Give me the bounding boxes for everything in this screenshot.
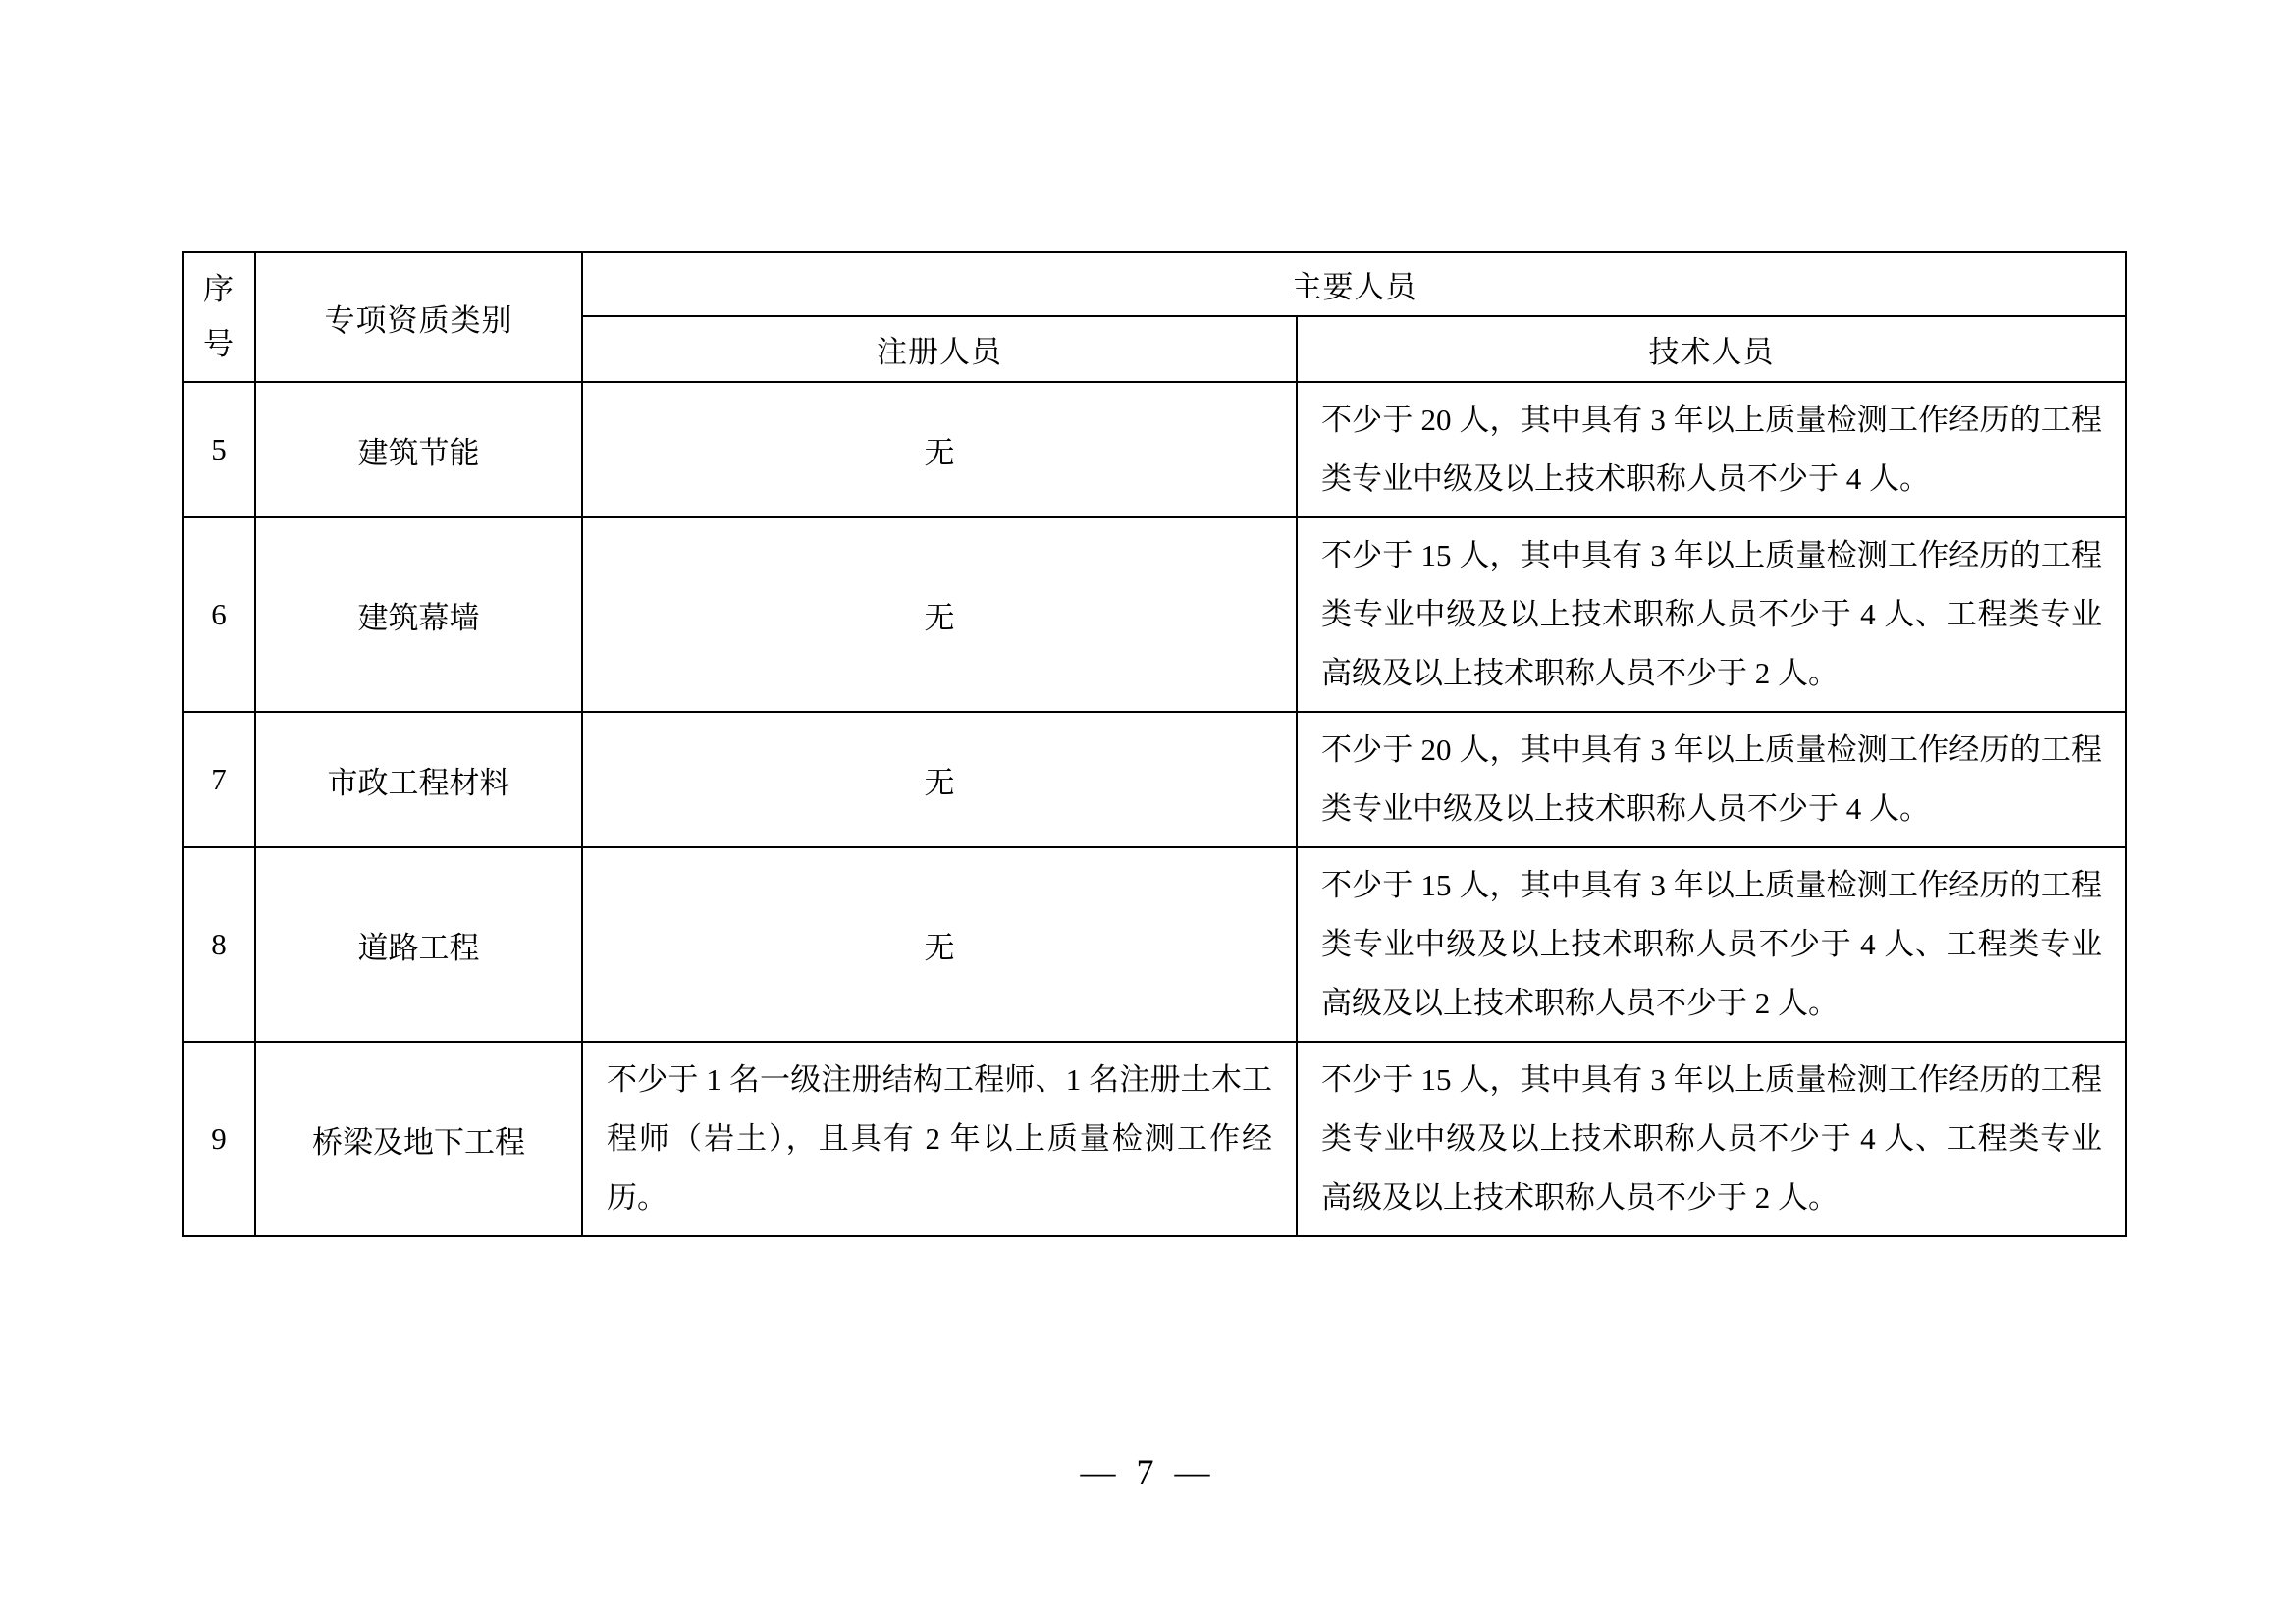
header-serial-number — [183, 252, 255, 382]
category-cell: 建筑幕墙 — [255, 517, 582, 712]
table-row — [183, 517, 2126, 712]
header-registered-personnel: 注册人员 — [582, 316, 1297, 382]
registered-personnel-cell: 无 — [582, 712, 1297, 847]
header-serial-number-label: 序号 — [202, 272, 235, 361]
category-cell: 桥梁及地下工程 — [255, 1042, 582, 1236]
technical-personnel-cell: 不少于 15 人，其中具有 3 年以上质量检测工作经历的工程类专业中级及以上技术职称人员不少于 4 人、工程类专业高级及以上技术职称人员不少于 2 人。 — [1297, 517, 2126, 712]
category-cell: 道路工程 — [255, 847, 582, 1042]
technical-personnel-cell: 不少于 15 人，其中具有 3 年以上质量检测工作经历的工程类专业中级及以上技术职称人员不少于 4 人、工程类专业高级及以上技术职称人员不少于 2 人。 — [1297, 847, 2126, 1042]
table-row — [183, 712, 2126, 847]
page-number: — 7 — — [1080, 1452, 1216, 1491]
header-category: 专项资质类别 — [255, 252, 582, 382]
serial-number-cell: 8 — [183, 847, 255, 1042]
category-cell: 建筑节能 — [255, 382, 582, 517]
serial-number-cell: 6 — [183, 517, 255, 712]
table-row — [183, 1042, 2126, 1236]
serial-number-cell: 7 — [183, 712, 255, 847]
table-row — [183, 382, 2126, 517]
header-technical-personnel: 技术人员 — [1297, 316, 2126, 382]
registered-personnel-cell: 无 — [582, 847, 1297, 1042]
technical-personnel-cell: 不少于 20 人，其中具有 3 年以上质量检测工作经历的工程类专业中级及以上技术职称人员不少于 4 人。 — [1297, 382, 2126, 517]
registered-personnel-cell: 无 — [582, 382, 1297, 517]
technical-personnel-cell: 不少于 15 人，其中具有 3 年以上质量检测工作经历的工程类专业中级及以上技术职称人员不少于 4 人、工程类专业高级及以上技术职称人员不少于 2 人。 — [1297, 1042, 2126, 1236]
table-row — [183, 847, 2126, 1042]
registered-personnel-cell: 无 — [582, 517, 1297, 712]
header-main-personnel: 主要人员 — [582, 252, 2126, 316]
qualification-table — [182, 251, 2127, 1237]
category-cell: 市政工程材料 — [255, 712, 582, 847]
technical-personnel-cell: 不少于 20 人，其中具有 3 年以上质量检测工作经历的工程类专业中级及以上技术职称人员不少于 4 人。 — [1297, 712, 2126, 847]
table-header-row-1 — [183, 252, 2126, 316]
registered-personnel-cell: 不少于 1 名一级注册结构工程师、1 名注册土木工程师（岩土），且具有 2 年以上质量检测工作经历。 — [582, 1042, 1297, 1236]
serial-number-cell: 5 — [183, 382, 255, 517]
serial-number-cell: 9 — [183, 1042, 255, 1236]
